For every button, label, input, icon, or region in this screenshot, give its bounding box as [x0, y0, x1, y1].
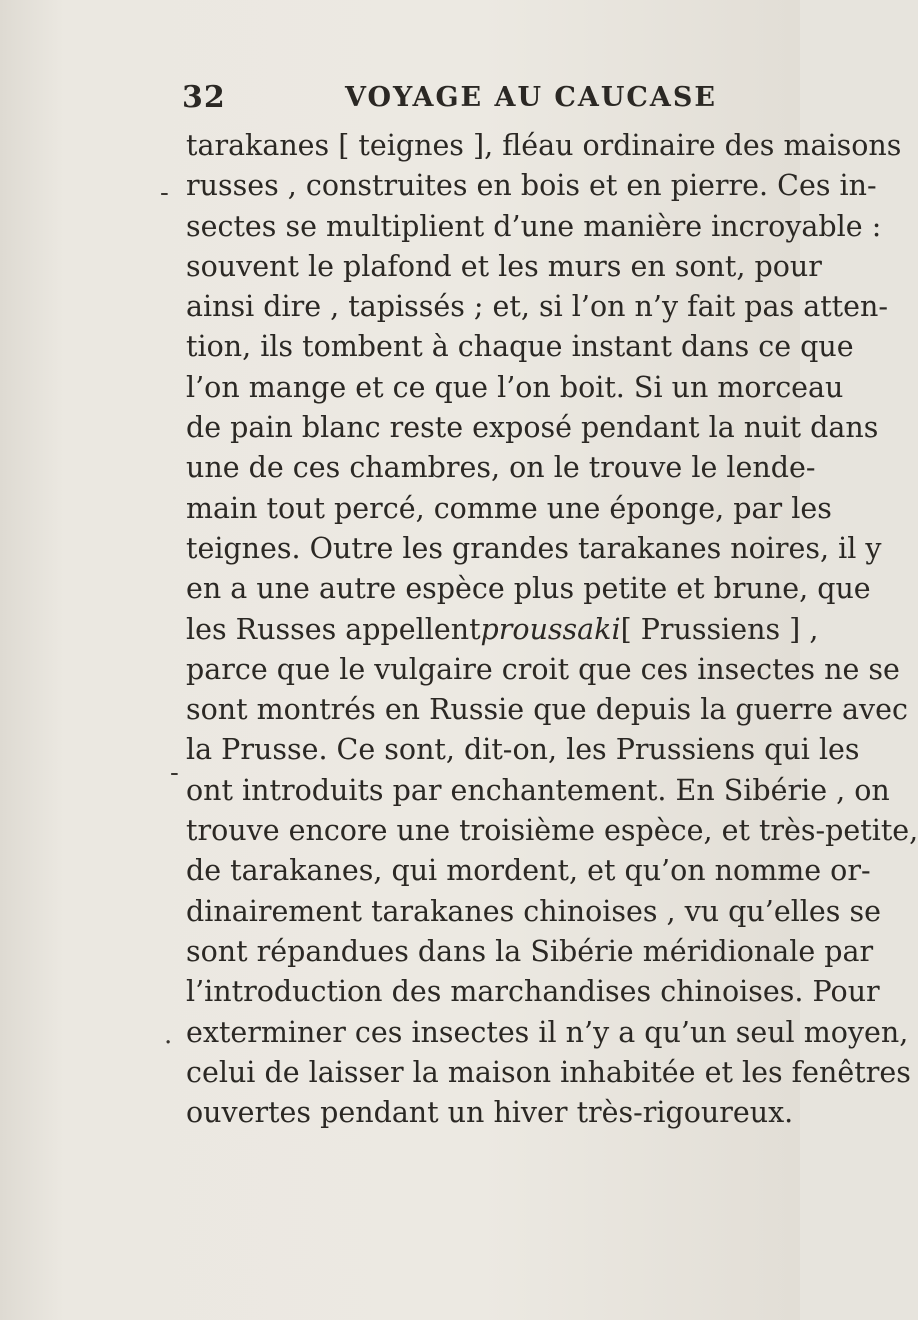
text-line: une de ces chambres, on le trouve le lende- — [186, 451, 816, 485]
text-line: ouvertes pendant un hiver très-rigoureux. — [186, 1096, 794, 1130]
page-number: 32 — [182, 80, 226, 115]
margin-dot-mark: . — [164, 1020, 173, 1050]
running-title: VOYAGE AU CAUCASE — [345, 82, 717, 113]
italic-term: proussaki — [480, 612, 621, 646]
text-segment: [ Prussiens ] , — [620, 612, 819, 646]
text-line: sectes se multiplient d’une manière incroyable : — [186, 209, 882, 243]
text-segment: les Russes appellent — [186, 612, 481, 646]
text-line: dinairement tarakanes chinoises , vu qu’elles se — [186, 894, 881, 928]
text-line: tion, ils tombent à chaque instant dans ce que — [186, 330, 854, 364]
text-line: main tout percé, comme une éponge, par les — [186, 491, 832, 525]
text-line — [186, 610, 819, 650]
text-line: celui de laisser la maison inhabitée et les fenêtres — [186, 1055, 911, 1089]
text-line: teignes. Outre les grandes tarakanes noires, il y — [186, 531, 882, 565]
margin-dash-mark: - — [170, 758, 179, 788]
text-line: ainsi dire , tapissés ; et, si l’on n’y fait pas atten- — [186, 290, 888, 324]
text-line: parce que le vulgaire croit que ces insectes ne se — [186, 652, 900, 686]
margin-dash-mark: - — [160, 178, 169, 208]
text-line: sont répandues dans la Sibérie méridionale par — [186, 934, 874, 968]
text-line: trouve encore une troisième espèce, et très-petite, — [186, 814, 918, 848]
text-line: de pain blanc reste exposé pendant la nuit dans — [186, 411, 879, 445]
text-line: en a une autre espèce plus petite et brune, que — [186, 572, 871, 606]
text-line: ont introduits par enchantement. En Sibérie , on — [186, 773, 890, 807]
text-line: de tarakanes, qui mordent, et qu’on nomme or- — [186, 854, 871, 888]
body-text — [186, 126, 918, 1133]
text-line: exterminer ces insectes il n’y a qu’un seul moyen, — [186, 1015, 909, 1049]
text-line: sont montrés en Russie que depuis la guerre avec — [186, 693, 908, 727]
text-line: la Prusse. Ce sont, dit-on, les Prussiens qui les — [186, 733, 860, 767]
text-line: l’introduction des marchandises chinoises. Pour — [186, 975, 880, 1009]
page-header — [0, 80, 800, 120]
text-line: tarakanes [ teignes ], fléau ordinaire des maisons — [186, 129, 902, 162]
text-line: l’on mange et ce que l’on boit. Si un morceau — [186, 370, 844, 404]
text-line: souvent le plafond et les murs en sont, pour — [186, 249, 822, 283]
text-line: russes , construites en bois et en pierre. Ces in- — [186, 169, 877, 203]
